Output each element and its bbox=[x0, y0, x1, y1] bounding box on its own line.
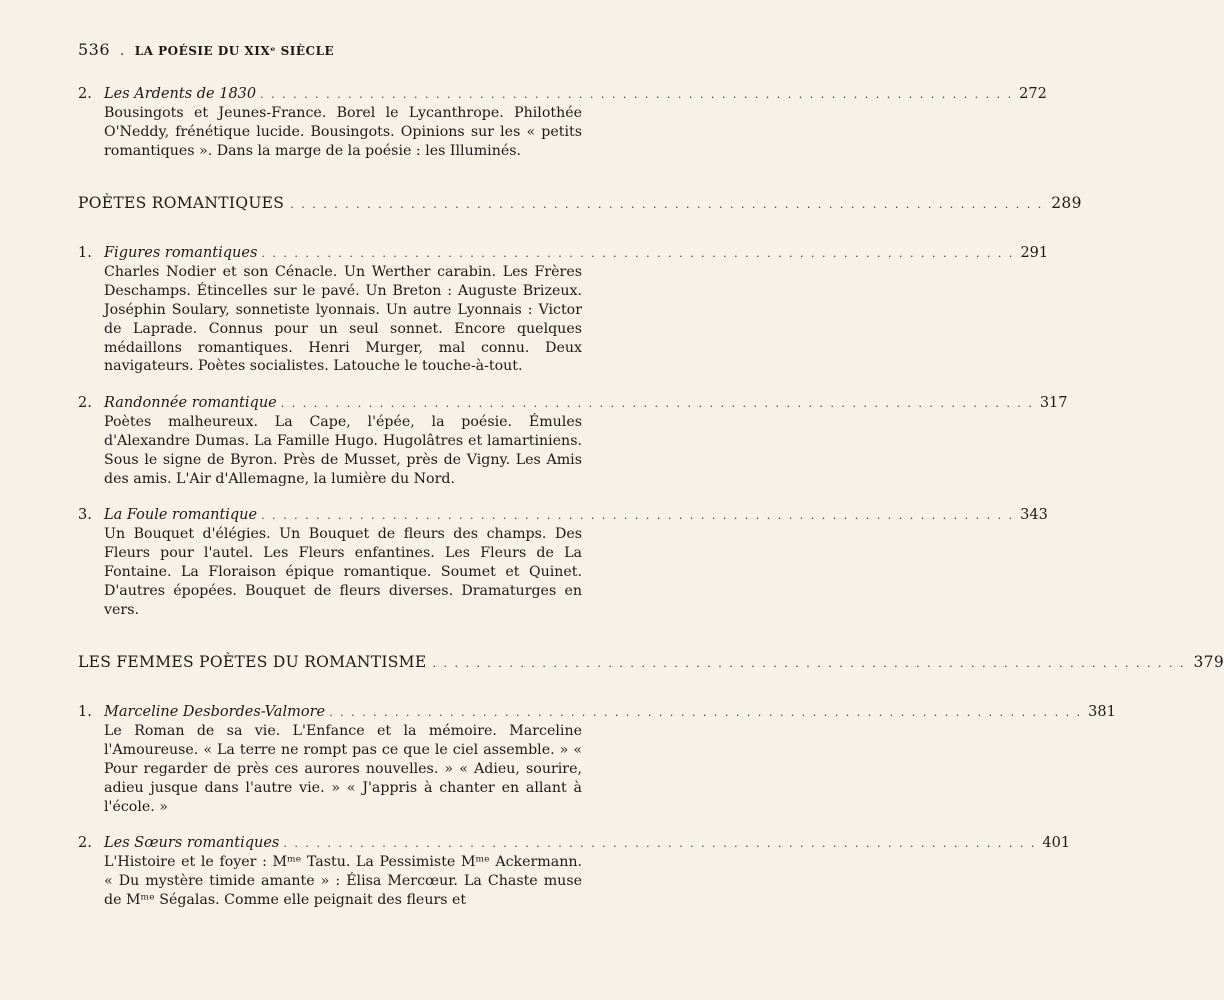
entry-summary: Le Roman de sa vie. L'Enfance et la mémoire. Marceline l'Amoureuse. « La terre ne rompt pas ce que le ciel assemble. » « Pour regarder de près ces aurores nouvelles. » « Adieu, sourire, adieu jusque dans l'autre vie. » « J'appris à chanter en allant à l'école. » bbox=[104, 723, 582, 815]
section-page-number: 379 bbox=[1193, 653, 1224, 672]
section-page-number: 289 bbox=[1051, 194, 1082, 213]
section-heading bbox=[78, 653, 1224, 672]
entry-title: Les Ardents de 1830 bbox=[104, 86, 257, 102]
dot-leader: . . . . . . . . . . . . . . . . . . . . . . . . . . . . . . . . . . . . . . . . . . . . . . . . . . . . . . . . . . . . . . . . . . . . . bbox=[261, 509, 1015, 523]
toc-entry-head bbox=[78, 703, 1116, 722]
entry-title: Les Sœurs romantiques bbox=[104, 835, 280, 852]
dot-leader: . . . . . . . . . . . . . . . . . . . . . . . . . . . . . . . . . . . . . . . . . . . . . . . . . . . . . . . . . . . . . . . . . . . . . bbox=[432, 657, 1186, 671]
entry-page-number: 317 bbox=[1039, 395, 1068, 412]
section-title: LES FEMMES POÈTES DU ROMANTISME bbox=[78, 653, 427, 672]
toc-entry-head bbox=[78, 834, 1071, 853]
entry-summary: Charles Nodier et son Cénacle. Un Werther carabin. Les Frères Deschamps. Étincelles sur le pavé. Un Breton : Auguste Brizeux. Joséphin Soulary, sonnetiste lyonnais. Un autre Lyonnais : Victor de Laprade. Connus pour un seul sonnet. Encore quelques médaillons romantiques. Henri Murger, mal connu. Deux navigateurs. Poètes socialistes. Latouche le touche-à-tout. bbox=[104, 264, 582, 375]
entry-title: La Foule romantique bbox=[104, 507, 258, 524]
entry-page-number: 291 bbox=[1020, 245, 1049, 262]
toc-entry bbox=[78, 85, 1047, 160]
header-separator: . bbox=[120, 44, 125, 59]
running-title: LA POÉSIE DU XIXᵉ SIÈCLE bbox=[134, 44, 335, 58]
running-head bbox=[78, 40, 582, 59]
entry-number: 2. bbox=[78, 395, 92, 412]
toc-entry bbox=[78, 506, 1048, 619]
entry-summary: Poètes malheureux. La Cape, l'épée, la poésie. Émules d'Alexandre Dumas. La Famille Hugo. Hugolâtres et lamartiniens. Sous le signe de Byron. Près de Musset, près de Vigny. Les Amis des amis. L'Air d'Allemagne, la lumière du Nord. bbox=[104, 414, 582, 487]
page-number: 536 bbox=[78, 40, 111, 59]
dot-leader: . . . . . . . . . . . . . . . . . . . . . . . . . . . . . . . . . . . . . . . . . . . . . . . . . . . . . . . . . . . . . . . . . . . . . bbox=[260, 88, 1014, 101]
entry-title: Marceline Desbordes-Valmore bbox=[104, 704, 326, 721]
toc-page bbox=[78, 40, 1224, 928]
toc-entry bbox=[78, 394, 1068, 488]
entry-summary: Un Bouquet d'élégies. Un Bouquet de fleurs des champs. Des Fleurs pour l'autel. Les Fleurs enfantines. Les Fleurs de La Fontaine. La Floraison épique romantique. Soumet et Quinet. D'autres épopées. Bouquet de fleurs diverses. Dramaturges en vers. bbox=[104, 526, 582, 618]
section-heading bbox=[78, 194, 1082, 213]
entry-title: Figures romantiques bbox=[104, 245, 258, 262]
toc-entry-head bbox=[78, 244, 1049, 263]
dot-leader: . . . . . . . . . . . . . . . . . . . . . . . . . . . . . . . . . . . . . . . . . . . . . . . . . . . . . . . . . . . . . . . . . . . . . bbox=[283, 837, 1037, 851]
toc-entry bbox=[78, 244, 1049, 376]
entry-page-number: 343 bbox=[1020, 507, 1048, 524]
section-title: POÈTES ROMANTIQUES bbox=[78, 194, 285, 213]
toc-entry bbox=[78, 834, 1071, 909]
dot-leader: . . . . . . . . . . . . . . . . . . . . . . . . . . . . . . . . . . . . . . . . . . . . . . . . . . . . . . . . . . . . . . . . . . . . . bbox=[261, 247, 1015, 261]
entry-number: 1. bbox=[78, 245, 92, 262]
toc-entry-head bbox=[78, 506, 1048, 525]
dot-leader: . . . . . . . . . . . . . . . . . . . . . . . . . . . . . . . . . . . . . . . . . . . . . . . . . . . . . . . . . . . . . . . . . . . . . bbox=[280, 397, 1034, 411]
toc-entry-head bbox=[78, 394, 1068, 413]
entry-number: 1. bbox=[78, 704, 92, 721]
toc-entry-head bbox=[78, 85, 1047, 104]
dot-leader: . . . . . . . . . . . . . . . . . . . . . . . . . . . . . . . . . . . . . . . . . . . . . . . . . . . . . . . . . . . . . . . . . . . . . bbox=[290, 198, 1044, 212]
entry-number: 2. bbox=[78, 86, 92, 102]
entry-number: 2. bbox=[78, 835, 92, 852]
entry-summary: Bousingots et Jeunes-France. Borel le Lycanthrope. Philothée O'Neddy, frénétique lucide. Bousingots. Opinions sur les « petits romantiques ». Dans la marge de la poésie : les Illuminés. bbox=[104, 105, 582, 159]
entry-title: Randonnée romantique bbox=[104, 395, 277, 412]
entry-page-number: 381 bbox=[1088, 704, 1116, 721]
entry-page-number: 401 bbox=[1042, 835, 1071, 852]
entry-page-number: 272 bbox=[1019, 86, 1047, 102]
entry-summary: L'Histoire et le foyer : Mᵐᵉ Tastu. La Pessimiste Mᵐᵉ Ackermann. « Du mystère timide amante » : Élisa Mercœur. La Chaste muse de Mᵐᵉ Ségalas. Comme elle peignait des fleurs et bbox=[104, 854, 582, 908]
toc-entry bbox=[78, 703, 1116, 816]
entry-number: 3. bbox=[78, 507, 92, 524]
dot-leader: . . . . . . . . . . . . . . . . . . . . . . . . . . . . . . . . . . . . . . . . . . . . . . . . . . . . . . . . . . . . . . . . . . . . . bbox=[329, 706, 1083, 720]
